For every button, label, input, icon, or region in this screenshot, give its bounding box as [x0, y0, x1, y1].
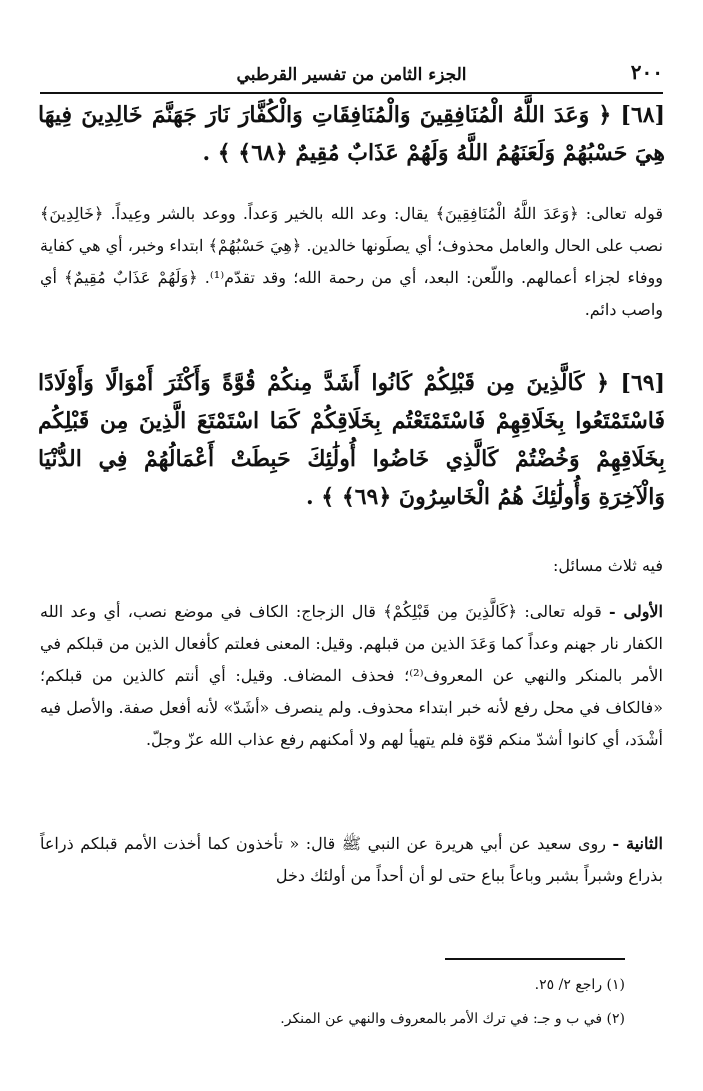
issue-second [40, 828, 663, 892]
verse-69 [38, 364, 665, 516]
footnote-2: (٢) في ب و جـ: في ترك الأمر بالمعروف والنهي عن المنكر. [280, 1011, 625, 1027]
footnote-1: (١) راجع ٢/ ٢٥. [534, 977, 625, 993]
verse-68-number: [٦٨] [620, 102, 665, 128]
running-title: الجزء الثامن من تفسير القرطبي [236, 65, 467, 85]
commentary-paragraph-1: قوله تعالى: ﴿وَعَدَ اللَّهُ الْمُنَافِقِينَ﴾ يقال: وعد الله بالخير وَعداً. ووعد بالشر وعِيداً. ﴿خَالِدِينَ﴾ نصب على الحال والعامل محذوف؛ أي يصلَونها خالدين. ﴿هِيَ حَسْبُهُمْ﴾ ابتداء وخبر، أي هي كفاية ووفاء لجزاء أعمالهم. واللّعن: البعد، أي من رحمة الله؛ وقد تقدّم⁽¹⁾. ﴿وَلَهُمْ عَذَابٌ مُقِيمٌ﴾ أي واصب دائم. [40, 204, 664, 319]
verse-69-number: [٦٩] [620, 370, 665, 396]
issue-first-label: الأولى - [609, 602, 664, 621]
issue-first-text: قوله تعالى: ﴿كَالَّذِينَ مِن قَبْلِكُمْ﴾ قال الزجاج: الكاف في موضع نصب، أي وعد الله الكفار نار جهنم وعداً كما وَعَدَ الذين من قبلهم. وقيل: المعنى فعلتم كأفعال الذين من قبلكم في الأمر بالمنكر والنهي عن المعروف⁽²⁾؛ فحذف المضاف. وقيل: أي أنتم كالذين من قبلكم؛ «فالكاف في محل رفع لأنه خبر ابتداء محذوف. ولم ينصرف «أشَدّ» لأنه أفعل صفة. والأصل فيه أشْدَد، أي كانوا أشدّ منكم قوّة فلم يتهيأ لهم ولا أمكنهم رفع عذاب الله عزّ وجلّ. [40, 602, 664, 749]
page-header [40, 60, 663, 90]
footnote-rule [445, 958, 625, 960]
verse-68-text: ﴿ وَعَدَ اللَّهُ الْمُنَافِقِينَ وَالْمُنَافِقَاتِ وَالْكُفَّارَ نَارَ جَهَنَّمَ خَالِدِينَ فِيهَا هِيَ حَسْبُهُمْ وَلَعَنَهُمُ اللَّهُ وَلَهُمْ عَذَابٌ مُقِيمٌ ﴿٦٨﴾ ﴾ . [38, 102, 665, 166]
issues-intro: فيه ثلاث مسائل: [553, 556, 663, 575]
issue-second-text: روى سعيد عن أبي هريرة عن النبي ﷺ قال: « تأخذون كما أخذت الأمم قبلكم ذراعاً بذراع وشبراً بشبر وباعاً بباع حتى لو أن أحداً من أولئك دخل [40, 834, 663, 885]
verse-68 [38, 96, 665, 172]
header-rule [40, 92, 663, 94]
verse-69-text: ﴿ كَالَّذِينَ مِن قَبْلِكُمْ كَانُوا أَشَدَّ مِنكُمْ قُوَّةً وَأَكْثَرَ أَمْوَالًا وَأَوْلَادًا فَاسْتَمْتَعُوا بِخَلَاقِهِمْ فَاسْتَمْتَعْتُم بِخَلَاقِكُمْ كَمَا اسْتَمْتَعَ الَّذِينَ مِن قَبْلِكُم بِخَلَاقِهِمْ وَخُضْتُمْ كَالَّذِي خَاضُوا أُولَٰئِكَ حَبِطَتْ أَعْمَالُهُمْ فِي الدُّنْيَا وَالْآخِرَةِ وَأُولَٰئِكَ هُمُ الْخَاسِرُونَ ﴿٦٩﴾ ﴾ . [38, 370, 665, 510]
issue-second-label: الثانية - [612, 834, 664, 853]
issue-first [40, 596, 663, 756]
page-number: ٢٠٠ [630, 60, 663, 84]
